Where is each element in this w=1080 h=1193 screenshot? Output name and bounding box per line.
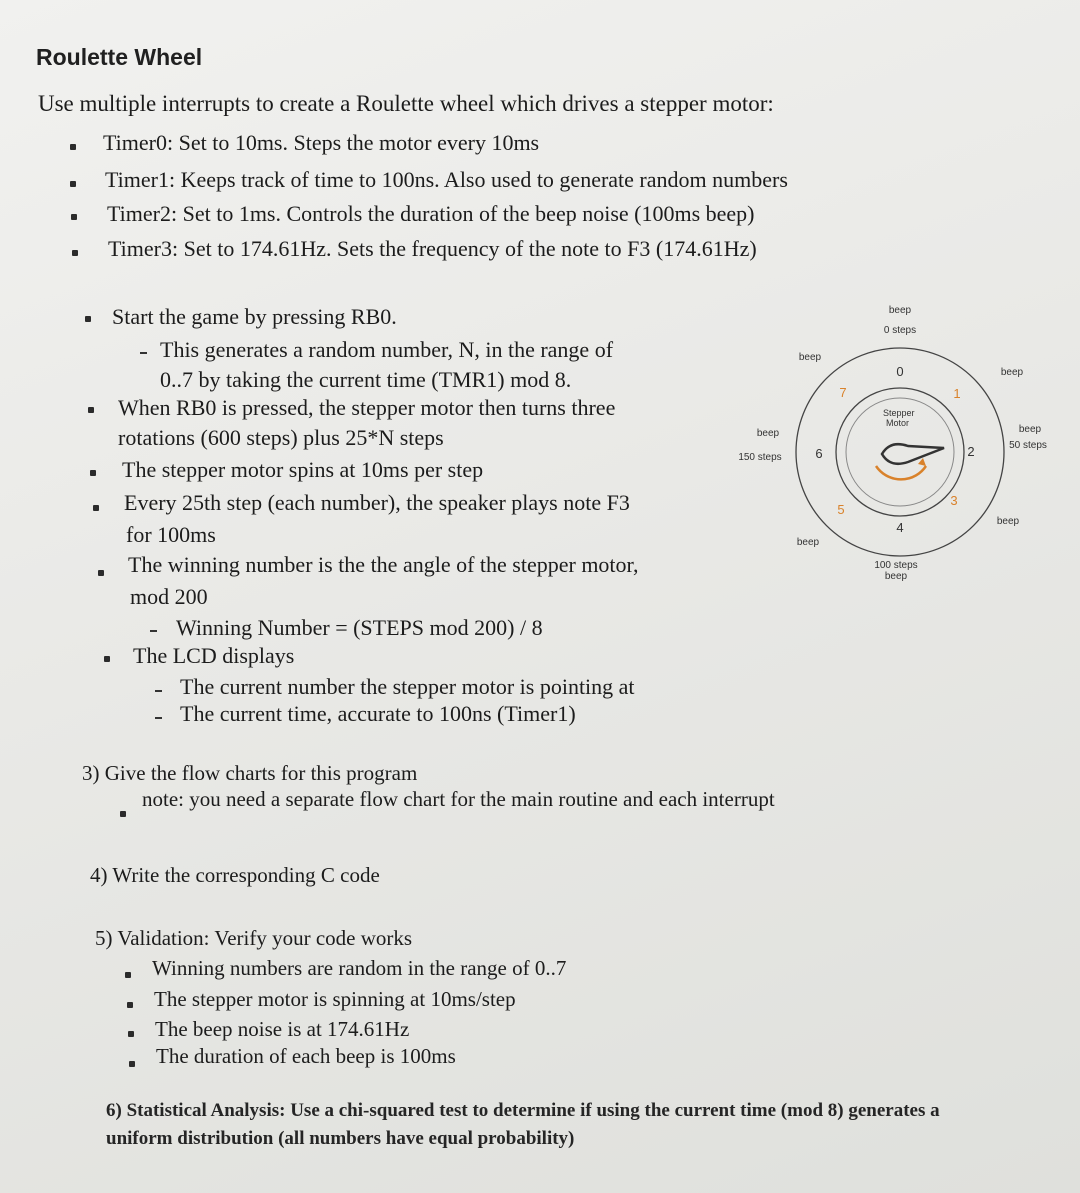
wheel-number: 6	[815, 446, 823, 461]
game-spin: The stepper motor spins at 10ms per step	[122, 457, 484, 482]
game-every: Every 25th step (each number), the speaker plays note F3	[124, 490, 630, 515]
lcd-item: The current time, accurate to 100ns (Timer1)	[180, 701, 576, 726]
wheel-number: 2	[967, 444, 975, 459]
roulette-wheel-diagram	[730, 296, 1070, 596]
beep-label: beep	[888, 305, 912, 316]
bullet	[90, 470, 96, 476]
question-4: 4) Write the corresponding C code	[90, 863, 380, 887]
question-5: 5) Validation: Verify your code works	[95, 926, 413, 950]
beep-label: beep	[756, 428, 780, 439]
beep-label: beep	[996, 516, 1020, 527]
timer-item: Timer0: Set to 10ms. Steps the motor every 10ms	[103, 130, 540, 155]
validation-item: The beep noise is at 174.61Hz	[155, 1017, 410, 1041]
timer-item: Timer3: Set to 174.61Hz. Sets the frequency of the note to F3 (174.61Hz)	[108, 236, 757, 261]
wheel-number: 5	[837, 502, 845, 517]
bullet	[85, 316, 91, 322]
bullet	[88, 407, 94, 413]
bullet	[93, 505, 99, 511]
validation-item: The duration of each beep is 100ms	[156, 1044, 456, 1068]
question-3-note: note: you need a separate flow chart for the main routine and each interrupt	[142, 787, 775, 811]
game-rotate: When RB0 is pressed, the stepper motor then turns three	[118, 395, 616, 420]
beep-label: beep	[796, 537, 820, 548]
center-label: Motor	[886, 418, 910, 428]
timer-item: Timer1: Keeps track of time to 100ns. Also used to generate random numbers	[105, 167, 788, 192]
timer-item: Timer2: Set to 1ms. Controls the duration of the beep noise (100ms beep)	[107, 201, 755, 226]
dash	[155, 717, 162, 719]
beep-label: beep	[1000, 367, 1024, 378]
dash	[140, 352, 147, 354]
lcd-item: The current number the stepper motor is pointing at	[180, 674, 635, 699]
bullet	[98, 570, 104, 576]
intro-text: Use multiple interrupts to create a Roulette wheel which drives a stepper motor:	[38, 91, 774, 116]
wheel-number: 3	[950, 493, 958, 508]
beep-label: beep	[884, 571, 908, 582]
wheel-number: 7	[839, 385, 847, 400]
steps-label: 0 steps	[883, 325, 917, 336]
center-label: Stepper	[883, 408, 915, 418]
steps-label: 50 steps	[1009, 440, 1047, 451]
game-start: Start the game by pressing RB0.	[112, 304, 397, 329]
bullet	[127, 1002, 133, 1008]
validation-item: Winning numbers are random in the range of 0..7	[152, 956, 567, 980]
question-6: 6) Statistical Analysis: Use a chi-squared test to determine if using the current time (mod 8) generates a	[106, 1100, 940, 1121]
arrow-head-icon	[918, 458, 926, 466]
page-title: Roulette Wheel	[36, 44, 203, 70]
game-start-sub: This generates a random number, N, in the range of	[160, 337, 614, 362]
beep-label: beep	[798, 352, 822, 363]
bullet	[128, 1031, 134, 1037]
bullet	[104, 656, 110, 662]
game-start-sub: 0..7 by taking the current time (TMR1) mod 8.	[160, 367, 572, 392]
validation-item: The stepper motor is spinning at 10ms/step	[154, 987, 516, 1011]
rotation-arrow-icon	[876, 466, 926, 479]
steps-label: 150 steps	[738, 452, 782, 463]
game-winning: mod 200	[130, 584, 208, 609]
question-3: 3) Give the flow charts for this program	[82, 761, 418, 785]
wheel-number: 1	[953, 386, 961, 401]
game-lcd: The LCD displays	[133, 643, 295, 668]
wheel-number: 0	[896, 364, 904, 379]
stepper-pointer-icon	[882, 444, 944, 464]
steps-label: 100 steps	[874, 560, 918, 571]
question-6: uniform distribution (all numbers have equal probability)	[106, 1128, 575, 1149]
bullet	[70, 144, 76, 150]
bullet	[129, 1061, 135, 1067]
game-rotate: rotations (600 steps) plus 25*N steps	[118, 425, 444, 450]
wheel-number: 4	[896, 520, 904, 535]
bullet	[71, 214, 77, 220]
winning-formula: Winning Number = (STEPS mod 200) / 8	[176, 615, 543, 640]
dash	[150, 630, 157, 632]
beep-label: beep	[1018, 424, 1042, 435]
bullet	[70, 181, 76, 187]
game-every: for 100ms	[126, 522, 216, 547]
dash	[155, 690, 162, 692]
bullet	[72, 250, 78, 256]
game-winning: The winning number is the the angle of the stepper motor,	[128, 552, 639, 577]
bullet	[120, 811, 126, 817]
bullet	[125, 972, 131, 978]
